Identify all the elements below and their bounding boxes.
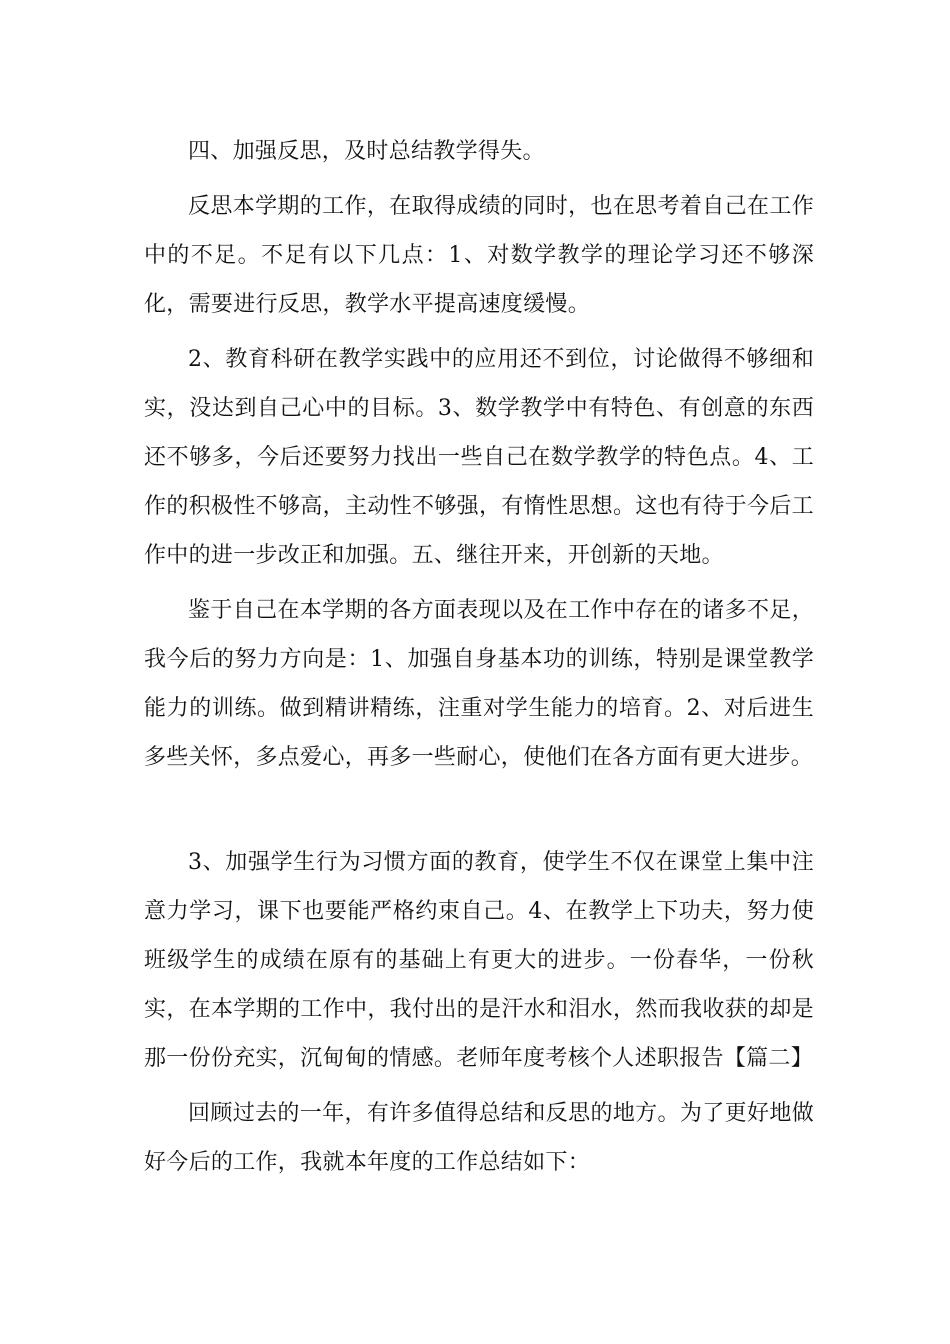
paragraph-4: 鉴于自己在本学期的各方面表现以及在工作中存在的诸多不足，我今后的努力方向是：1、加强自身基本功的训练，特别是课堂教学能力的训练。做到精讲精练，注重对学生能力的培育。2、对后进生多些关怀，多点爱心，再多一些耐心，使他们在各方面有更大进步。: [144, 598, 814, 770]
paragraph-3: 2、教育科研在教学实践中的应用还不到位，讨论做得不够细和实，没达到自己心中的目标。3、数学教学中有特色、有创意的东西还不够多，今后还要努力找出一些自己在数学教学的特色点。4、工作的积极性不够高，主动性不够强，有惰性思想。这也有待于今后工作中的进一步改正和加强。五、继往开来，开创新的天地。: [144, 347, 814, 568]
document-body: [144, 127, 814, 1187]
paragraph-5: 3、加强学生行为习惯方面的教育，使学生不仅在课堂上集中注意力学习，课下也要能严格约束自己。4、在教学上下功夫，努力使班级学生的成绩在原有的基础上有更大的进步。一份春华，一份秋实，在本学期的工作中，我付出的是汗水和泪水，然而我收获的却是那一份份充实，沉甸甸的情感。老师年度考核个人述职报告【篇二】: [144, 850, 814, 1071]
paragraph-6: 回顾过去的一年，有许多值得总结和反思的地方。为了更好地做好今后的工作，我就本年度的工作总结如下：: [144, 1101, 814, 1175]
paragraph-2: 反思本学期的工作，在取得成绩的同时，也在思考着自己在工作中的不足。不足有以下几点：1、对数学教学的理论学习还不够深化，需要进行反思，教学水平提高速度缓慢。: [144, 194, 814, 317]
paragraph-1: 四、加强反思，及时总结教学得失。: [188, 139, 545, 164]
